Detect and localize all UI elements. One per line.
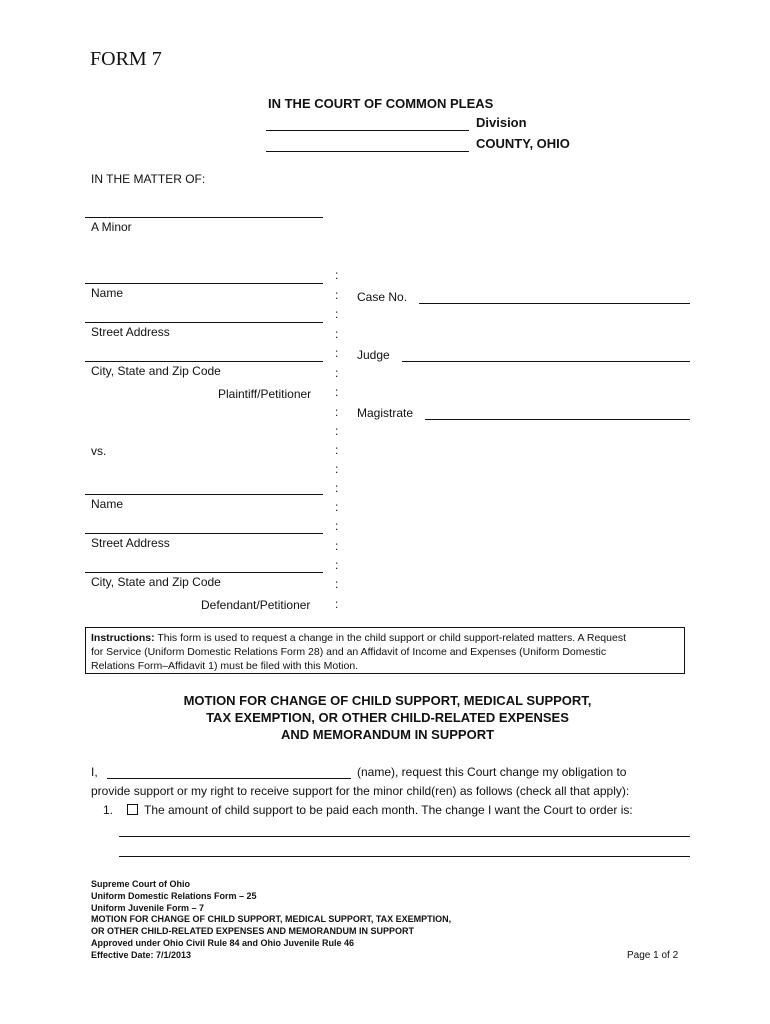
- footer: [91, 879, 451, 962]
- support-text: provide support or my right to receive support for the minor child(ren) as follows (check all that apply):: [91, 784, 630, 798]
- defendant-role-label: Defendant/Petitioner: [201, 598, 311, 612]
- page-number: Page 1 of 2: [627, 950, 679, 961]
- footer-line: Effective Date: 7/1/2013: [91, 949, 192, 960]
- i-label: I,: [91, 765, 98, 779]
- form-number: FORM 7: [90, 48, 162, 70]
- footer-line: MOTION FOR CHANGE OF CHILD SUPPORT, MEDICAL SUPPORT, TAX EXEMPTION,: [91, 914, 452, 925]
- county-label: COUNTY, OHIO: [476, 136, 570, 151]
- colon: :: [335, 443, 339, 457]
- footer-line: Approved under Ohio Civil Rule 84 and Ohio Juvenile Rule 46: [91, 937, 355, 948]
- plaintiff-name-line[interactable]: [85, 283, 323, 284]
- judge-label: Judge: [357, 348, 390, 362]
- instructions-heading: Instructions:: [91, 632, 155, 644]
- colon: :: [335, 424, 339, 438]
- plaintiff-street-line[interactable]: [85, 322, 323, 323]
- division-label: Division: [476, 115, 527, 130]
- name-request-text: (name), request this Court change my obligation to: [357, 765, 627, 779]
- colon: :: [335, 268, 339, 282]
- item-1-checkbox[interactable]: [127, 804, 138, 815]
- minor-label: A Minor: [91, 220, 132, 234]
- footer-line: OR OTHER CHILD-RELATED EXPENSES AND MEMORANDUM IN SUPPORT: [91, 926, 415, 937]
- motion-title-line: MOTION FOR CHANGE OF CHILD SUPPORT, MEDICAL SUPPORT,: [183, 693, 592, 708]
- defendant-name-line[interactable]: [85, 494, 323, 495]
- defendant-name-label: Name: [91, 497, 124, 511]
- item-1-number: 1.: [103, 803, 114, 817]
- plaintiff-name-label: Name: [91, 286, 124, 300]
- motion-title-line: AND MEMORANDUM IN SUPPORT: [280, 727, 495, 742]
- colon: :: [335, 500, 339, 514]
- item-1-answer-line-1[interactable]: [119, 836, 690, 837]
- plaintiff-city-label: City, State and Zip Code: [91, 364, 221, 378]
- defendant-street-label: Street Address: [91, 536, 170, 550]
- footer-line: Uniform Domestic Relations Form – 25: [91, 890, 257, 901]
- motion-title-line: TAX EXEMPTION, OR OTHER CHILD-RELATED EXPENSES: [206, 710, 569, 725]
- colon: :: [335, 346, 339, 360]
- defendant-city-label: City, State and Zip Code: [91, 575, 221, 589]
- applicant-name-field[interactable]: [107, 778, 351, 779]
- colon: :: [335, 405, 339, 419]
- instructions-line: for Service (Uniform Domestic Relations Form 28) and an Affidavit of Income and Expenses (Uniform Domestic: [91, 646, 607, 658]
- colon: :: [335, 385, 339, 399]
- colon: :: [335, 539, 339, 553]
- colon: :: [335, 462, 339, 476]
- magistrate-field[interactable]: [425, 419, 690, 420]
- instructions-line: Relations Form–Affidavit 1) must be filed with this Motion.: [91, 660, 359, 672]
- colon: :: [335, 307, 339, 321]
- colon: :: [335, 366, 339, 380]
- defendant-city-line[interactable]: [85, 572, 323, 573]
- county-blank-line[interactable]: [266, 151, 469, 152]
- case-no-label: Case No.: [357, 290, 408, 304]
- colon: :: [335, 519, 339, 533]
- footer-line: Uniform Juvenile Form – 7: [91, 902, 205, 913]
- magistrate-label: Magistrate: [357, 406, 414, 420]
- court-title: IN THE COURT OF COMMON PLEAS: [268, 96, 494, 111]
- colon: :: [335, 558, 339, 572]
- plaintiff-city-line[interactable]: [85, 361, 323, 362]
- colon: :: [335, 597, 339, 611]
- in-the-matter-of-label: IN THE MATTER OF:: [91, 172, 206, 186]
- defendant-street-line[interactable]: [85, 533, 323, 534]
- plaintiff-street-label: Street Address: [91, 325, 170, 339]
- item-1-text: The amount of child support to be paid each month. The change I want the Court to order is:: [144, 803, 633, 817]
- division-blank-line[interactable]: [266, 130, 469, 131]
- plaintiff-role-label: Plaintiff/Petitioner: [218, 387, 312, 401]
- colon: :: [335, 327, 339, 341]
- minor-name-line[interactable]: [85, 217, 323, 218]
- colon: :: [335, 481, 339, 495]
- colon: :: [335, 577, 339, 591]
- instructions-line: This form is used to request a change in the child support or child support-related matters. A Request: [157, 632, 626, 644]
- instructions-box: [85, 627, 685, 674]
- motion-title: [85, 692, 690, 743]
- item-1-answer-line-2[interactable]: [119, 856, 690, 857]
- colon: :: [335, 288, 339, 302]
- vs-label: vs.: [91, 444, 107, 458]
- footer-line: Supreme Court of Ohio: [91, 879, 190, 889]
- judge-field[interactable]: [402, 361, 690, 362]
- case-no-field[interactable]: [419, 303, 690, 304]
